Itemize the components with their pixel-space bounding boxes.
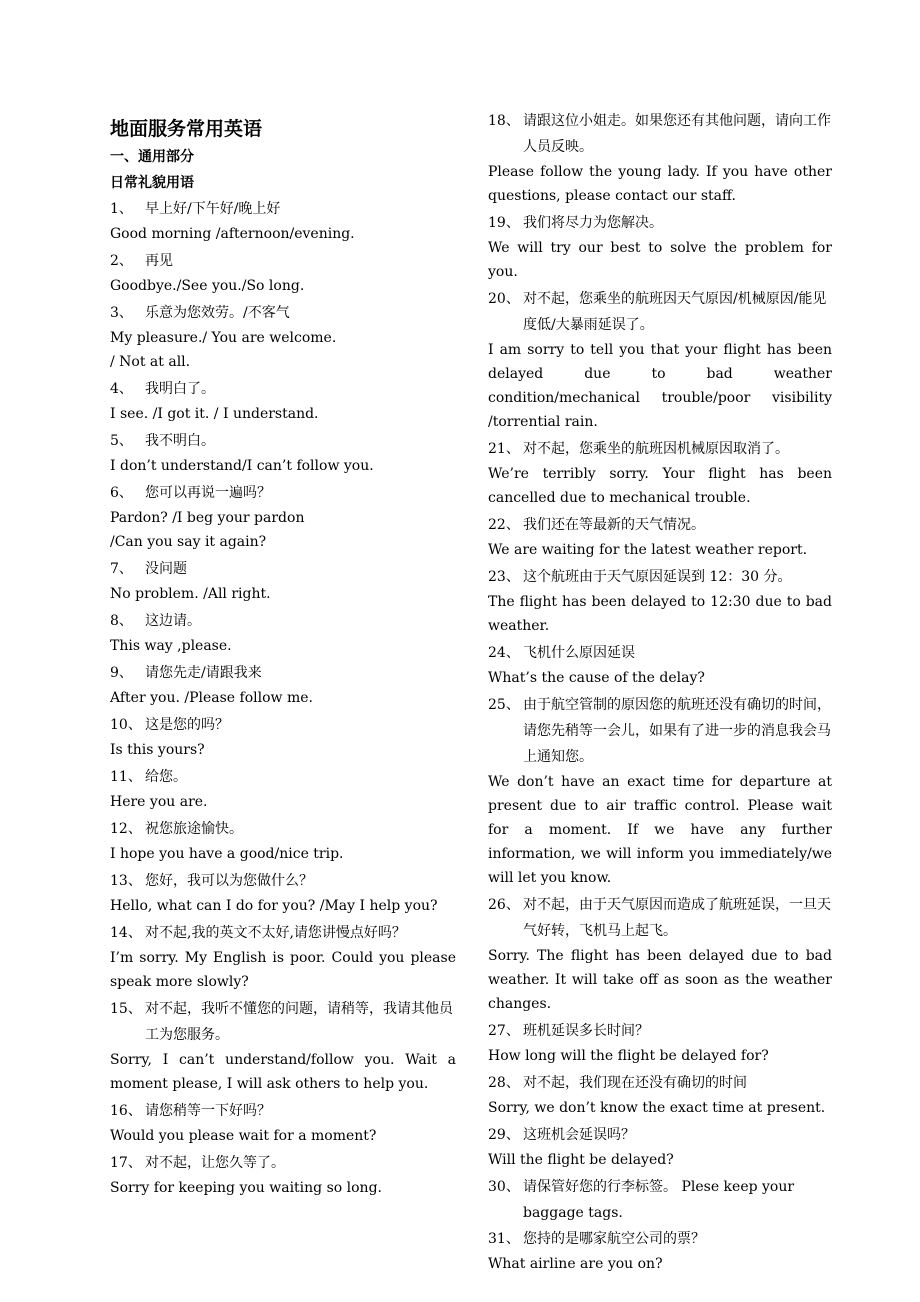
- phrase-number: 24、: [488, 645, 520, 661]
- phrase-number: 9、: [110, 665, 133, 681]
- phrase-english: What’s the cause of the delay?: [488, 670, 705, 686]
- phrase-english: We don’t have an exact time for departure at present due to air traffic control. Please wait for a moment. If we have any further information, we will inform you immediately/we will let you know.: [488, 774, 832, 886]
- phrase-chinese: [488, 210, 832, 236]
- phrase-number: 20、: [488, 291, 520, 307]
- phrase-chinese: [488, 1226, 832, 1252]
- phrase-number: 6、: [110, 485, 133, 501]
- phrase-number: 12、: [110, 821, 142, 837]
- phrase-chinese: [110, 996, 456, 1048]
- phrase-number: 23、: [488, 569, 520, 585]
- phrase-chinese-text: 我们还在等最新的天气情况。: [523, 517, 705, 533]
- phrase-chinese: [488, 108, 832, 160]
- phrase-english: This way ,please.: [110, 638, 232, 654]
- phrase-number: 28、: [488, 1075, 520, 1091]
- phrase-chinese-text: 班机延误多长时间？: [523, 1023, 649, 1039]
- phrase-number: 15、: [110, 1001, 142, 1017]
- phrase-chinese-text: 请跟这位小姐走。如果您还有其他问题，请向工作人员反映。: [523, 113, 831, 155]
- phrase-number: 31、: [488, 1231, 520, 1247]
- phrase-chinese-text: 您好，我可以为您做什么？: [145, 873, 313, 889]
- phrase-english: No problem. /All right.: [110, 586, 271, 602]
- phrase-chinese-text: 这班机会延误吗？: [523, 1127, 635, 1143]
- phrase-number: 4、: [110, 381, 133, 397]
- phrase-chinese: [110, 376, 456, 402]
- phrase-chinese: [488, 640, 832, 666]
- phrase-number: 27、: [488, 1023, 520, 1039]
- phrase-chinese-text: 早上好/下午好/晚上好: [145, 201, 281, 217]
- phrase-chinese-text: 这个航班由于天气原因延误到 12：30 分。: [523, 569, 792, 585]
- phrase-chinese: [488, 1070, 832, 1096]
- phrase-list-left: [110, 196, 456, 1200]
- phrase-chinese-text: 给您。: [145, 769, 187, 785]
- phrase-chinese-text: 没问题: [145, 561, 187, 577]
- phrase-english: Sorry, I can’t understand/follow you. Wait a moment please, I will ask others to help you.: [110, 1052, 456, 1092]
- phrase-english: After you. /Please follow me.: [110, 690, 313, 706]
- phrase-english: Hello, what can I do for you? /May I help you?: [110, 898, 438, 914]
- phrase-english: I’m sorry. My English is poor. Could you please speak more slowly?: [110, 950, 456, 990]
- phrase-chinese: [110, 920, 456, 946]
- phrase-english: We are waiting for the latest weather report.: [488, 542, 808, 558]
- phrase-number: 18、: [488, 113, 520, 129]
- phrase-number: 21、: [488, 441, 520, 457]
- phrase-chinese-text: 乐意为您效劳。/不客气: [145, 305, 290, 321]
- phrase-english: We’re terribly sorry. Your flight has been cancelled due to mechanical trouble.: [488, 466, 832, 506]
- phrase-english: Please follow the young lady. If you have other questions, please contact our staff.: [488, 164, 832, 204]
- phrase-number: 7、: [110, 561, 133, 577]
- phrase-number: 11、: [110, 769, 142, 785]
- phrase-chinese-text: 由于航空管制的原因您的航班还没有确切的时间，请您先稍等一会儿，如果有了进一步的消息我会马上通知您。: [523, 697, 831, 765]
- phrase-english: Sorry, we don’t know the exact time at present.: [488, 1100, 826, 1116]
- phrase-chinese: [110, 868, 456, 894]
- phrase-chinese-text: 请您先走/请跟我来: [145, 665, 262, 681]
- phrase-number: 3、: [110, 305, 133, 321]
- phrase-chinese: [110, 1150, 456, 1176]
- phrase-english: What airline are you on?: [488, 1256, 663, 1272]
- section-heading: 一、通用部分: [110, 149, 194, 165]
- phrase-chinese: [488, 892, 832, 944]
- phrase-chinese-text: 对不起，由于天气原因而造成了航班延误，一旦天气好转，飞机马上起飞。: [523, 897, 831, 939]
- phrase-chinese: [488, 692, 832, 770]
- phrase-chinese: [488, 564, 832, 590]
- phrase-english: Will the flight be delayed?: [488, 1152, 674, 1168]
- phrase-english: I don’t understand/I can’t follow you.: [110, 458, 374, 474]
- phrase-chinese: [110, 1098, 456, 1124]
- phrase-chinese: [110, 300, 456, 326]
- phrase-chinese-text: 飞机什么原因延误: [523, 645, 635, 661]
- phrase-chinese: [110, 196, 456, 222]
- phrase-chinese-text: 我明白了。: [145, 381, 215, 397]
- phrase-number: 5、: [110, 433, 133, 449]
- phrase-english: Good morning /afternoon/evening.: [110, 226, 355, 242]
- phrase-english: Here you are.: [110, 794, 208, 810]
- phrase-chinese-text: 对不起,我的英文不太好,请您讲慢点好吗？: [145, 925, 406, 941]
- phrase-english: Is this yours?: [110, 742, 205, 758]
- phrase-number: 2、: [110, 253, 133, 269]
- subsection-heading: 日常礼貌用语: [110, 175, 194, 191]
- phrase-number: 30、: [488, 1179, 520, 1195]
- phrase-english: My pleasure./ You are welcome. / Not at all.: [110, 330, 337, 370]
- phrase-chinese: [488, 512, 832, 538]
- phrase-number: 29、: [488, 1127, 520, 1143]
- phrase-chinese: [488, 1174, 832, 1226]
- phrase-chinese-text: 您可以再说一遍吗？: [145, 485, 271, 501]
- phrase-chinese: [488, 1122, 832, 1148]
- phrase-chinese: [110, 712, 456, 738]
- phrase-list-right: [488, 108, 832, 1276]
- phrase-chinese-text: 这边请。: [145, 613, 201, 629]
- phrase-chinese-text: 对不起，让您久等了。: [145, 1155, 285, 1171]
- right-column: [488, 108, 832, 1278]
- phrase-number: 19、: [488, 215, 520, 231]
- phrase-number: 25、: [488, 697, 520, 713]
- phrase-chinese-text: 对不起，我们现在还没有确切的时间: [523, 1075, 747, 1091]
- phrase-english: I see. /I got it. / I understand.: [110, 406, 319, 422]
- document-title: 地面服务常用英语: [110, 118, 263, 140]
- phrase-chinese: [110, 608, 456, 634]
- phrase-number: 26、: [488, 897, 520, 913]
- phrase-chinese: [110, 764, 456, 790]
- phrase-english: Pardon? /I beg your pardon /Can you say it again?: [110, 510, 305, 550]
- phrase-number: 16、: [110, 1103, 142, 1119]
- phrase-english: How long will the flight be delayed for?: [488, 1048, 769, 1064]
- left-column: [110, 108, 456, 1202]
- phrase-chinese-text: 再见: [145, 253, 173, 269]
- phrase-english: Goodbye./See you./So long.: [110, 278, 305, 294]
- phrase-number: 14、: [110, 925, 142, 941]
- phrase-chinese: [488, 436, 832, 462]
- phrase-number: 13、: [110, 873, 142, 889]
- phrase-english: The flight has been delayed to 12:30 due to bad weather.: [488, 594, 832, 634]
- phrase-number: 22、: [488, 517, 520, 533]
- phrase-english: Sorry for keeping you waiting so long.: [110, 1180, 382, 1196]
- phrase-chinese-text: 我不明白。: [145, 433, 215, 449]
- phrase-chinese: [488, 1018, 832, 1044]
- phrase-chinese-text: 您持的是哪家航空公司的票？: [523, 1231, 705, 1247]
- phrase-chinese-text: 对不起，我听不懂您的问题，请稍等，我请其他员工为您服务。: [145, 1001, 453, 1043]
- phrase-chinese: [110, 556, 456, 582]
- phrase-english: We will try our best to solve the problem for you.: [488, 240, 832, 280]
- phrase-number: 1、: [110, 201, 133, 217]
- phrase-chinese: [110, 480, 456, 506]
- phrase-chinese-text: 对不起，您乘坐的航班因天气原因/机械原因/能见度低/大暴雨延误了。: [523, 291, 827, 333]
- phrase-chinese-text: 对不起，您乘坐的航班因机械原因取消了。: [523, 441, 789, 457]
- phrase-chinese-text: 请您稍等一下好吗？: [145, 1103, 271, 1119]
- phrase-number: 10、: [110, 717, 142, 733]
- phrase-english: I am sorry to tell you that your flight has been delayed due to bad weather condition/mechanical trouble/poor visibility /torrential rain.: [488, 342, 832, 430]
- phrase-number: 8、: [110, 613, 133, 629]
- phrase-chinese-text: 请保管好您的行李标签。 Plese keep your baggage tags.: [523, 1179, 795, 1221]
- phrase-chinese: [110, 248, 456, 274]
- phrase-chinese-text: 这是您的吗？: [145, 717, 229, 733]
- phrase-chinese-text: 祝您旅途愉快。: [145, 821, 243, 837]
- phrase-chinese: [110, 428, 456, 454]
- phrase-chinese: [110, 660, 456, 686]
- phrase-english: Would you please wait for a moment?: [110, 1128, 377, 1144]
- phrase-chinese: [110, 816, 456, 842]
- phrase-chinese: [488, 286, 832, 338]
- phrase-english: Sorry. The flight has been delayed due to bad weather. It will take off as soon as the weather changes.: [488, 948, 832, 1012]
- phrase-number: 17、: [110, 1155, 142, 1171]
- phrase-chinese-text: 我们将尽力为您解决。: [523, 215, 663, 231]
- phrase-english: I hope you have a good/nice trip.: [110, 846, 344, 862]
